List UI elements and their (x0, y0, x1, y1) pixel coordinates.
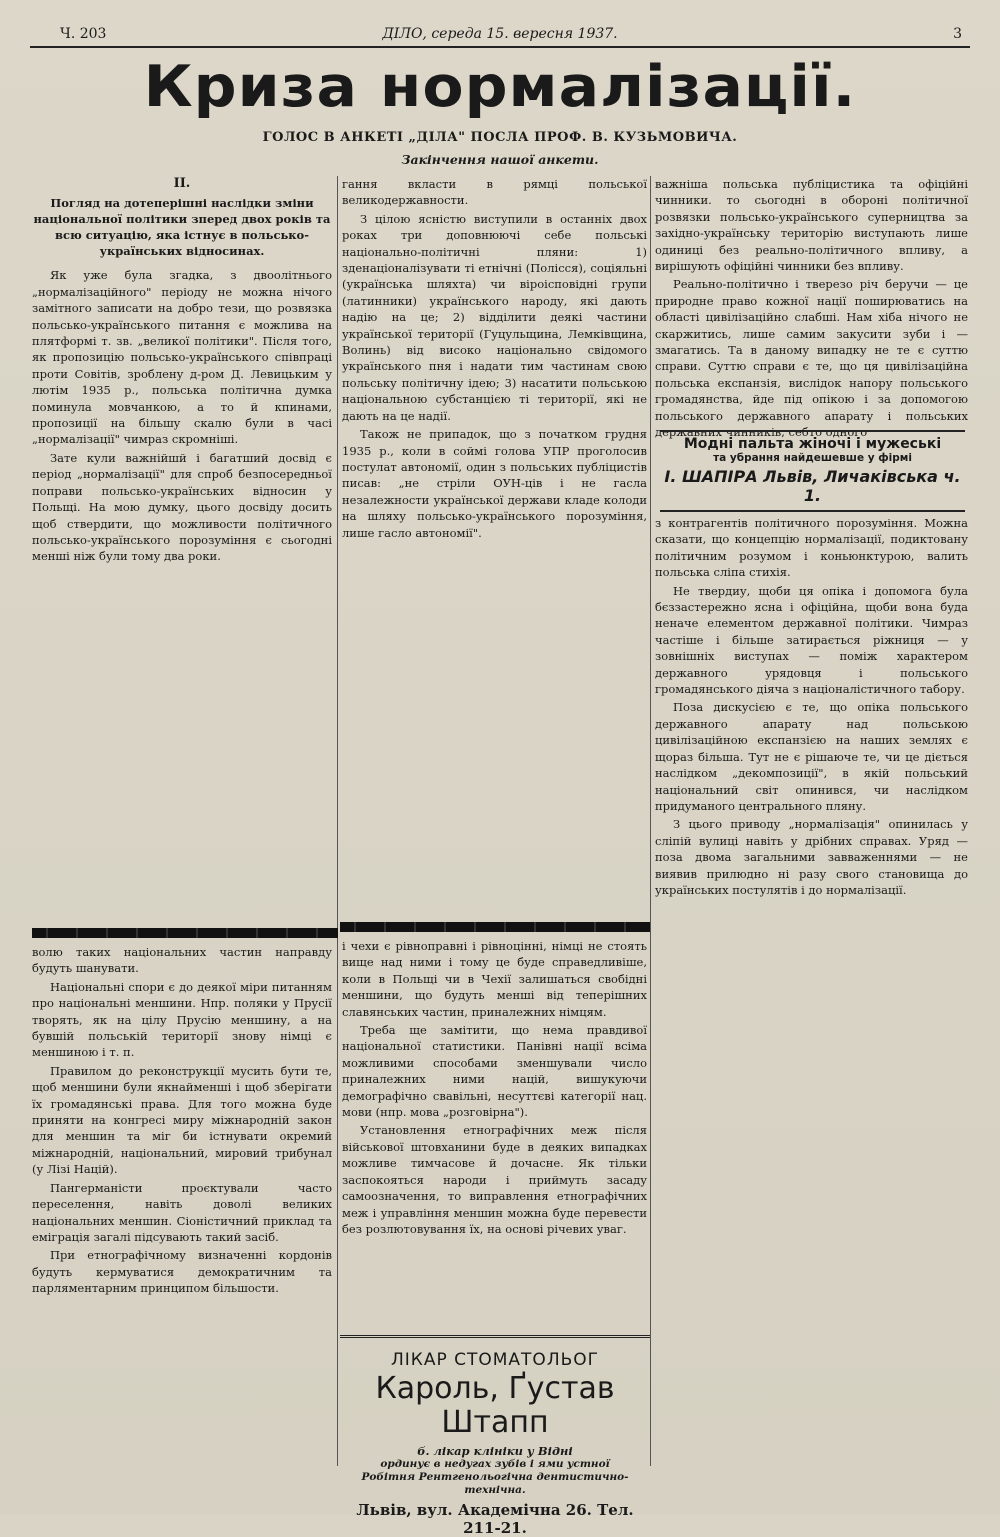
paragraph: Треба ще замітити, що нема правдивої національної статистики. Панівні нації всіма можливими способами зменшували число приналежних ними націй, вишукуючи демографічно свавільні, несуттєві категорії нац. мови (нпр. мова „розговірна"). (342, 1023, 647, 1120)
paper-title-date: ДІЛО, середа 15. вересня 1937. (382, 26, 618, 42)
paragraph: При етнографічному визначенні кордонів будуть кермуватися демократичним та парляментарним принципом більшости. (32, 1248, 332, 1296)
ad-dentist-title: ЛІКАР СТОМАТОЛЬОГ (390, 1350, 600, 1370)
article-column-3 (655, 176, 968, 440)
ad-dentist-credentials: б. лікар клініки у Відні (417, 1444, 573, 1458)
article-column-2-lower (342, 938, 647, 1316)
section-divider-bar (32, 928, 338, 938)
column-rule-2 (650, 176, 651, 1466)
paragraph: З цілою ясністю виступили в останніх двох роках три доповнюючі себе польські національно-політичні пляни: 1) зденаціоналізувати ті етнічні (Полісся), соціяльні (українська шляхта) чи віроісповідні групи (латинники) українського народу, які дають надію на це; 2) відділити деякі частини української території (Гуцульщина, Лемківщина, Волинь) від високо національно свідомого українського пня і надати тим частинам свою польську політичну ідею; 3) насатити польською національною субстанцією ті території, які не дають на це надії. (342, 211, 647, 423)
coats-advertisement (660, 430, 965, 512)
paragraph: Установлення етнографічних меж після військової штовханини буде в деяких випадках можливе тимчасове й дочасне. Як тільки заспокояться народи і приймуть засаду самоозначення, то виправлення етнографічних меж і управління меншин можна буде перевести без розлютовування їх, на основі річевих уваг. (342, 1123, 647, 1236)
ad-dentist-name: Кароль, Ґустав Штапп (375, 1371, 615, 1440)
paragraph: Реально-політично і тверезо річ беручи — це природне право кожної нації поширюватись на області цивілізаційно слабші. Нам хіба нічого не скаржитись, лише самим закусити зуби і — змагатись. Та в даному випадку не те є суттю справи. Суттю справи є те, що ця цивілізаційна польська експанзія, вислідок напору польського громадянства, йде під опікою і за допомогою польського державного апарату і польських державних чинників, себто одного (655, 277, 968, 440)
paragraph: Зате кули важнійшй і багатший досвід є період „нормалізації" для спроб безпосередньої поправи польсько-українських відносин у Польщі. На мою думку, цього досвіду досить щоб ствердити, що можливости політичного польсько-українського порозуміння є сьогодні менші ніж були тому два роки. (32, 450, 332, 564)
subheadline: ГОЛОС В АНКЕТІ „ДІЛА" ПОСЛА ПРОФ. В. КУЗЬМОВИЧА. (262, 130, 738, 145)
paragraph: важніша польська публіцистика та офіційні чинники. то сьогодні в обороні політичної розвязки польсько-українського суперництва за західно-українську територію виступають лише одиниці без реально-політичного впливу, а вирішують офіційні чинники без впливу. (655, 177, 968, 274)
dentist-advertisement (340, 1335, 650, 1537)
paragraph: і чехи є рівноправні і рівноцінні, німці не стоять вище над ними і тому це буде справедливіше, коли в Польщі чи в Чехії залишаться свобідні меншини, що будуть менші від теперішних славянських частин, приналежних німцям. (342, 939, 647, 1019)
article-column-1-lower (32, 944, 332, 1464)
section-divider-bar (340, 922, 650, 932)
ad-dentist-lab: Робітня Рентгенольогічна дентистично-технічна. (361, 1471, 629, 1496)
ad-coats-line2: та убрання найдешевше у фірмі (713, 452, 912, 464)
column-rule-1 (337, 176, 338, 1466)
paragraph: волю таких національних частин направду будуть шанувати. (32, 945, 332, 976)
ad-coats-line1: Модні пальта жіночі і мужеські (683, 436, 942, 452)
section-lead: Погляд на дотеперішні наслідки зміни національної політики зперед двох років та всю ситуацію, яка істнує в польсько-українських відносинах. (33, 196, 331, 259)
paragraph: Національні спори є до деякої міри питанням про національні меншини. Нпр. поляки у Прусії творять, як на цілу Прусію меншину, а на бувшій польській території знову німці є меншиною і т. п. (32, 979, 332, 1060)
headline: Криза нормалізації. (143, 53, 857, 121)
article-column-3-lower (655, 515, 968, 1465)
ad-dentist-services: ординує в недугах зубів і ями устної (380, 1458, 610, 1470)
ad-coats-line3: І. ШАПІРА Львів, Личаківська ч. 1. (664, 467, 961, 505)
paragraph: Правилом до реконструкції мусить бути те, щоб меншини були якнайменші і щоб зберігати їх громадянські права. Для того можна буде приняти на конгресі миру міжнародній закон для меншин та міг би істнувати окремий міжнародній, національний, мировий трибунал (у Лізі Націй). (32, 1063, 332, 1177)
page-number: 3 (953, 26, 962, 42)
paragraph: Як уже була згадка, з двоолітнього „нормалізаційного" періоду не можна нічого замітного записати на добро тези, що розвязка польсько-українського питання є можлива на плятформі т. зв. „великої політики". Після того, як пропозицію польсько-українського співпраці проти Совітів, зроблену д-ром Д. Левицьким у лютім 1935 р., польська політична думка поминула мовчанкою, а то й кпинами, пропозиції на більшу скалю були в часі „нормалізації" чимраз скромніші. (32, 268, 332, 447)
paragraph: Пангерманісти проєктували часто переселення, навіть доволі великих національних меншин. Сіоністичний приклад та еміграція загалі підсувають такий засіб. (32, 1180, 332, 1244)
ad-dentist-address: Львів, вул. Академічна 26. Тел. 211-21. (356, 1501, 634, 1537)
paragraph: Також не припадок, що з початком грудня 1935 р., коли в соймі голова УПР проголосив постулат автономії, один з польських публіцистів писав: „не стріли ОУН-ців і не гасла незалежности української держави кладе колоди на шляху польсько-українського порозуміння, лише гасло автономії". (342, 427, 647, 540)
article-column-1 (32, 176, 332, 921)
issue-number: Ч. 203 (60, 26, 107, 42)
paragraph: Не твердиу, щоби ця опіка і допомога була бєззастережно ясна і офіційна, щоби вона буда неначе елементом державної політики. Чимраз частіше і більше затирається ріжниця — у зовнішніх виступах — поміж характером державного урядовця і польського громадянського діяча з націоналістичного табору. (655, 583, 968, 697)
section-number: II. (173, 176, 191, 191)
masthead (30, 22, 970, 48)
subsubheadline: Закінчення нашої анкети. (401, 152, 599, 167)
article-column-2 (342, 176, 647, 916)
paragraph: З цього приводу „нормалізація" опинилась у сліпій вулиці навіть у дрібних справах. Уряд — поза двома загальними завваженнями — не виявив прилюдно ні разу свого становища до українських постулятів і до нормалізації. (655, 817, 968, 897)
paragraph: гання вкласти в рямці польської великодержавности. (342, 177, 647, 208)
paragraph: Поза дискусією є те, що опіка польського державного апарату над польською цивілізаційною експанзією на наших землях є щораз більша. Тут не є рішаюче те, чи це діється наслідком „декомпозиції", в якій польський національний світ опинився, чи наслідком придуманого центрального пляну. (655, 700, 968, 813)
paragraph: з контрагентів політичного порозуміння. Можна сказати, що концепцію нормалізації, подиктовану політичним розумом і коньюнктурою, валить польська сліпа стихія. (655, 516, 968, 580)
